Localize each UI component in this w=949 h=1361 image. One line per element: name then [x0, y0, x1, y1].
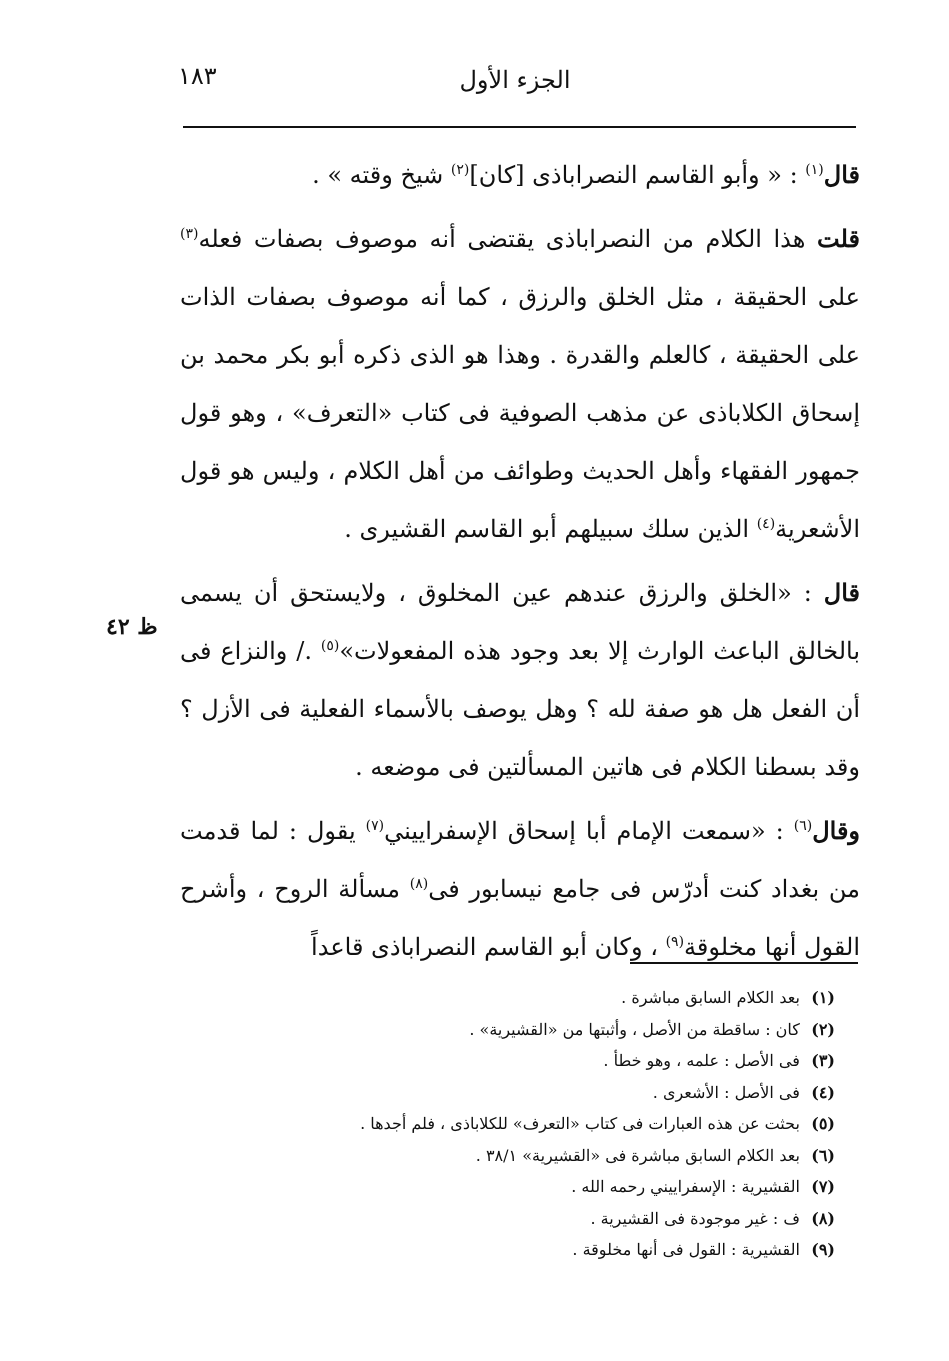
paragraph-text: شيخ وقته » . [312, 161, 451, 189]
footnote-item [290, 1108, 835, 1140]
footnote-number: (٦) [811, 1145, 835, 1165]
footnote-item [290, 1014, 835, 1046]
footnote-text: بعد الكلام السابق مباشرة . [621, 988, 800, 1007]
footnote-item [290, 982, 835, 1014]
paragraph-3 [180, 564, 860, 796]
paragraph-text: : «الخلق والرزق عندهم عين المخلوق ، ولايستحق أن يسمى بالخالق الباعث الوارث إلا بعد وجود هذه المفعولات» [180, 579, 861, 665]
footnote-text: فى الأصل : الأشعرى . [652, 1082, 800, 1102]
footnote-text: القشيرية : القول فى أنها مخلوقة . [572, 1240, 800, 1259]
paragraph-4 [180, 802, 860, 976]
paragraph-text: الذين سلك سبيلهم أبو القاسم القشيرى . [344, 515, 757, 543]
footnote-text: بحثت عن هذه العبارات فى كتاب «التعرف» للكلاباذى ، فلم أجدها . [360, 1114, 800, 1133]
paragraph-1 [180, 146, 860, 204]
running-header-title: الجزء الأول [459, 66, 571, 94]
footnote-number: (٩) [811, 1240, 835, 1259]
footnote-item [290, 1045, 835, 1077]
paragraph-text: يقول : لما قدمت من بغداد كنت أدرّس فى جامع نيسابور فى [180, 817, 860, 903]
footnote-ref[interactable]: (٨) [409, 876, 429, 892]
footnote-text: القشيرية : الإسفراييني رحمه الله . [571, 1177, 800, 1196]
main-text [180, 146, 860, 982]
footnote-item [290, 1234, 835, 1266]
paragraph-lead-word: قال [823, 160, 860, 189]
footnote-number: (٤) [811, 1082, 835, 1102]
footnote-ref[interactable]: (٣) [180, 226, 199, 242]
footnote-ref[interactable]: (٧) [365, 818, 385, 834]
footnote-text: فى الأصل : علمه ، وهو خطأ . [603, 1051, 800, 1070]
manuscript-folio-marker: ظ ٤٢ [106, 614, 158, 640]
paragraph-text: ./ والنزاع فى أن الفعل هل هو صفة لله ؟ وهل يوصف بالأسماء الفعلية فى الأزل ؟ وقد بسطنا الكلام فى هاتين المسألتين فى موضعه . [180, 637, 860, 781]
footnote-item [290, 1140, 835, 1172]
footnote-number: (٣) [811, 1051, 835, 1070]
paragraph-text: : « وأبو القاسم النصراباذى [كان] [469, 161, 806, 189]
footnote-item [290, 1171, 835, 1203]
paragraph-text: هذا الكلام من النصراباذى يقتضى أنه موصوف بصفات فعله [198, 225, 818, 253]
footnote-text: ف : غير موجودة فى القشيرية . [590, 1208, 800, 1228]
paragraph-text: مسألة الروح ، وأشرح القول أنها مخلوقة [180, 875, 860, 961]
paragraph-text: ، وكان أبو القاسم النصراباذى قاعداً [311, 933, 666, 961]
footnote-ref[interactable]: (٥) [320, 638, 340, 654]
footnote-ref[interactable]: (٩) [665, 934, 685, 950]
page-number: ١٨٣ [178, 62, 217, 90]
footnote-ref[interactable]: (٢) [450, 162, 470, 178]
footnote-number: (١) [811, 988, 835, 1007]
header-divider [183, 126, 856, 128]
footnotes [290, 982, 835, 1266]
footnote-item [290, 1077, 835, 1109]
footnote-ref[interactable]: (٤) [756, 516, 776, 532]
footnote-ref[interactable]: (١) [805, 162, 824, 178]
paragraph-lead-word: وقال [812, 816, 860, 845]
paragraph-lead-word: قلت [817, 224, 861, 253]
footnote-number: (٧) [811, 1177, 835, 1196]
footnote-number: (٨) [811, 1208, 835, 1228]
paragraph-text: : «سمعت الإمام أبا إسحاق الإسفراييني [384, 817, 794, 845]
footnote-ref[interactable]: (٦) [793, 818, 813, 834]
paragraph-2 [180, 210, 860, 558]
paragraph-text: على الحقيقة ، مثل الخلق والرزق ، كما أنه موصوف بصفات الذات على الحقيقة ، كالعلم والقدرة . وهذا هو الذى ذكره أبو بكر محمد بن إسحاق الكلاباذى عن مذهب الصوفية فى كتاب «التعرف» ، وهو قول جمهور الفقهاء وأهل الحديث وطوائف من أهل الكلام ، وليس هو قول الأشعرية [180, 283, 860, 543]
footnote-text: كان : ساقطة من الأصل ، وأثبتها من «القشيرية» . [469, 1019, 800, 1039]
footnote-number: (٥) [811, 1114, 835, 1133]
footnote-number: (٢) [811, 1019, 835, 1039]
paragraph-lead-word: قال [823, 578, 860, 607]
footnote-divider [630, 962, 858, 964]
footnote-text: بعد الكلام السابق مباشرة فى «القشيرية» ٣٨/١ . [475, 1145, 800, 1165]
footnote-item [290, 1203, 835, 1235]
